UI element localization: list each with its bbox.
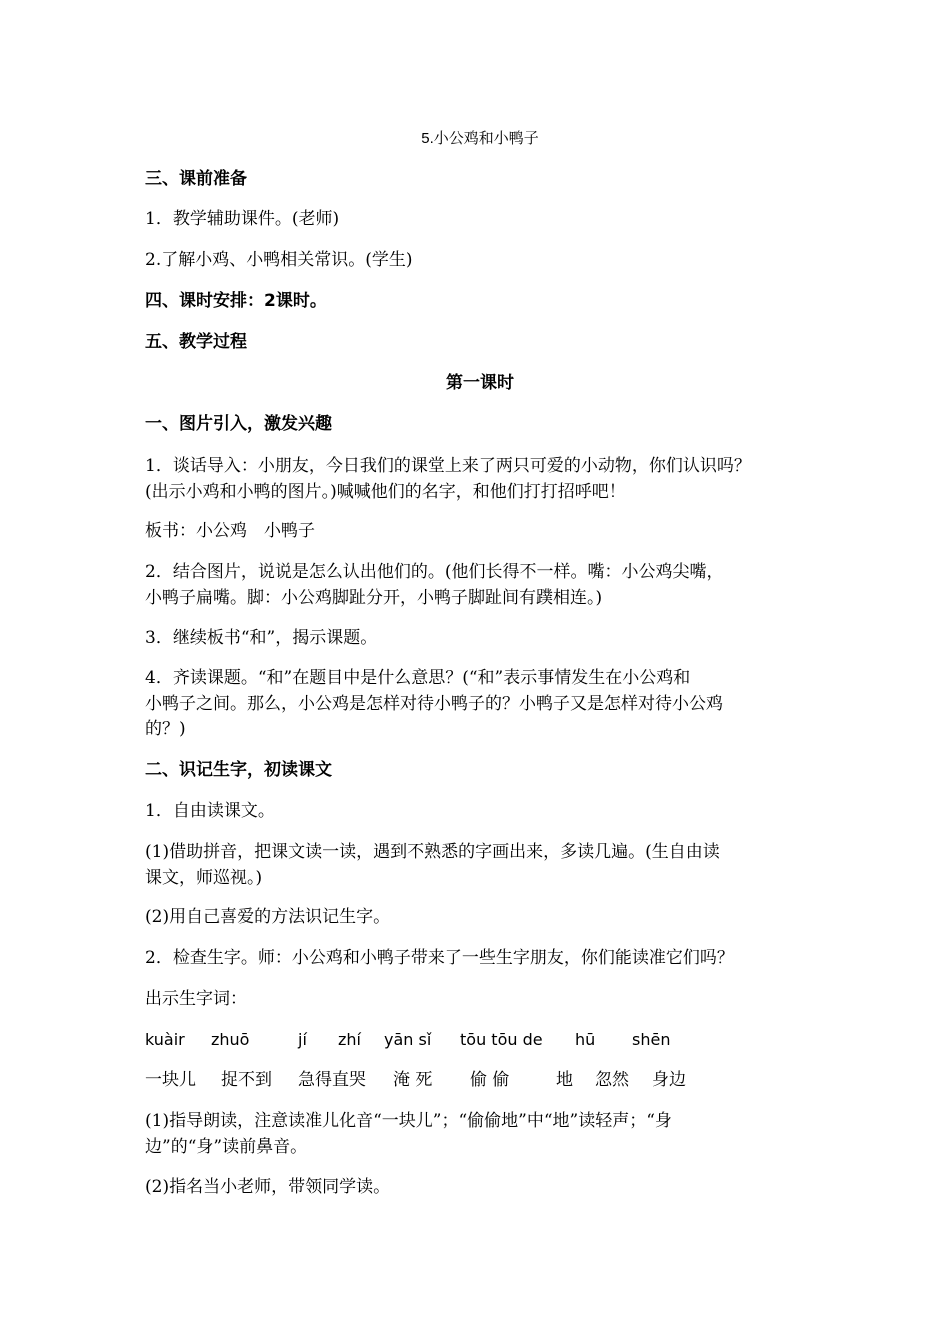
paragraph-1-1-line-2: (出示小鸡和小鸭的图片。)喊喊他们的名字，和他们打打招呼吧！ [145, 482, 626, 502]
pinyin-item: hū [575, 1030, 596, 1049]
vocabulary-item: 一块儿 [145, 1070, 196, 1090]
document-title: 5.小公鸡和小鸭子 [421, 130, 539, 147]
vocabulary-item: 急得直哭 [298, 1070, 366, 1090]
paragraph-1-1-line-1: 1．谈话导入：小朋友，今日我们的课堂上来了两只可爱的小动物，你们认识吗？ [145, 456, 751, 476]
paragraph-board-writing: 板书：小公鸡 小鸭子 [145, 521, 315, 541]
paragraph-show-words: 出示生字词： [145, 989, 247, 1009]
paragraph-1-3: 3．继续板书“和”，揭示课题。 [145, 628, 378, 648]
vocabulary-row [145, 1067, 815, 1093]
heading-part-2: 二、识记生字，初读课文 [145, 760, 332, 780]
pinyin-item: tōu tōu de [460, 1030, 543, 1049]
paragraph-2-1b: (2)用自己喜爱的方法识记生字。 [145, 907, 391, 927]
pinyin-item: zhí [338, 1030, 361, 1049]
heading-schedule: 四、课时安排：2课时。 [145, 291, 327, 311]
paragraph-1-4-line-2: 小鸭子之间。那么，小公鸡是怎样对待小鸭子的？小鸭子又是怎样对待小公鸡 [145, 694, 723, 714]
vocabulary-item: 地 [556, 1070, 573, 1090]
paragraph-1-2-line-2: 小鸭子扁嘴。脚：小公鸡脚趾分开，小鸭子脚趾间有蹼相连。) [145, 588, 603, 608]
paragraph-prep-2: 2.了解小鸡、小鸭相关常识。(学生) [145, 250, 413, 270]
vocabulary-item: 偷 偷 [470, 1070, 510, 1090]
paragraph-2-1a-line-2: 课文，师巡视。) [145, 868, 263, 888]
pinyin-item: jí [298, 1030, 307, 1049]
pinyin-item: zhuō [211, 1030, 250, 1049]
paragraph-2-1a-line-1: (1)借助拼音，把课文读一读，遇到不熟悉的字画出来，多读几遍。(生自由读 [145, 842, 720, 862]
pinyin-row [145, 1027, 815, 1053]
pinyin-item: shēn [632, 1030, 671, 1049]
paragraph-2-2a-line-2: 边”的“身”读前鼻音。 [145, 1137, 308, 1157]
pinyin-item: kuàir [145, 1030, 185, 1049]
paragraph-2-2: 2．检查生字。师：小公鸡和小鸭子带来了一些生字朋友，你们能读准它们吗？ [145, 948, 734, 968]
vocabulary-item: 身边 [652, 1070, 686, 1090]
vocabulary-item: 忽然 [595, 1070, 629, 1090]
heading-prep: 三、课前准备 [145, 169, 247, 189]
heading-lesson-1: 第一课时 [446, 373, 514, 393]
paragraph-2-2b: (2)指名当小老师，带领同学读。 [145, 1177, 391, 1197]
vocabulary-item: 捉不到 [221, 1070, 272, 1090]
vocabulary-item: 淹 死 [393, 1070, 433, 1090]
paragraph-2-2a-line-1: (1)指导朗读，注意读准儿化音“一块儿”；“偷偷地”中“地”读轻声；“身 [145, 1111, 672, 1131]
paragraph-1-4-line-3: 的？) [145, 719, 186, 739]
paragraph-1-2-line-1: 2．结合图片，说说是怎么认出他们的。(他们长得不一样。嘴：小公鸡尖嘴， [145, 562, 724, 582]
heading-part-1: 一、图片引入，激发兴趣 [145, 414, 332, 434]
paragraph-1-4-line-1: 4．齐读课题。“和”在题目中是什么意思？(“和”表示事情发生在小公鸡和 [145, 668, 691, 688]
paragraph-2-1: 1．自由读课文。 [145, 801, 275, 821]
paragraph-prep-1: 1．教学辅助课件。(老师) [145, 209, 340, 229]
pinyin-item: yān sǐ [384, 1030, 432, 1049]
heading-process: 五、教学过程 [145, 332, 247, 352]
